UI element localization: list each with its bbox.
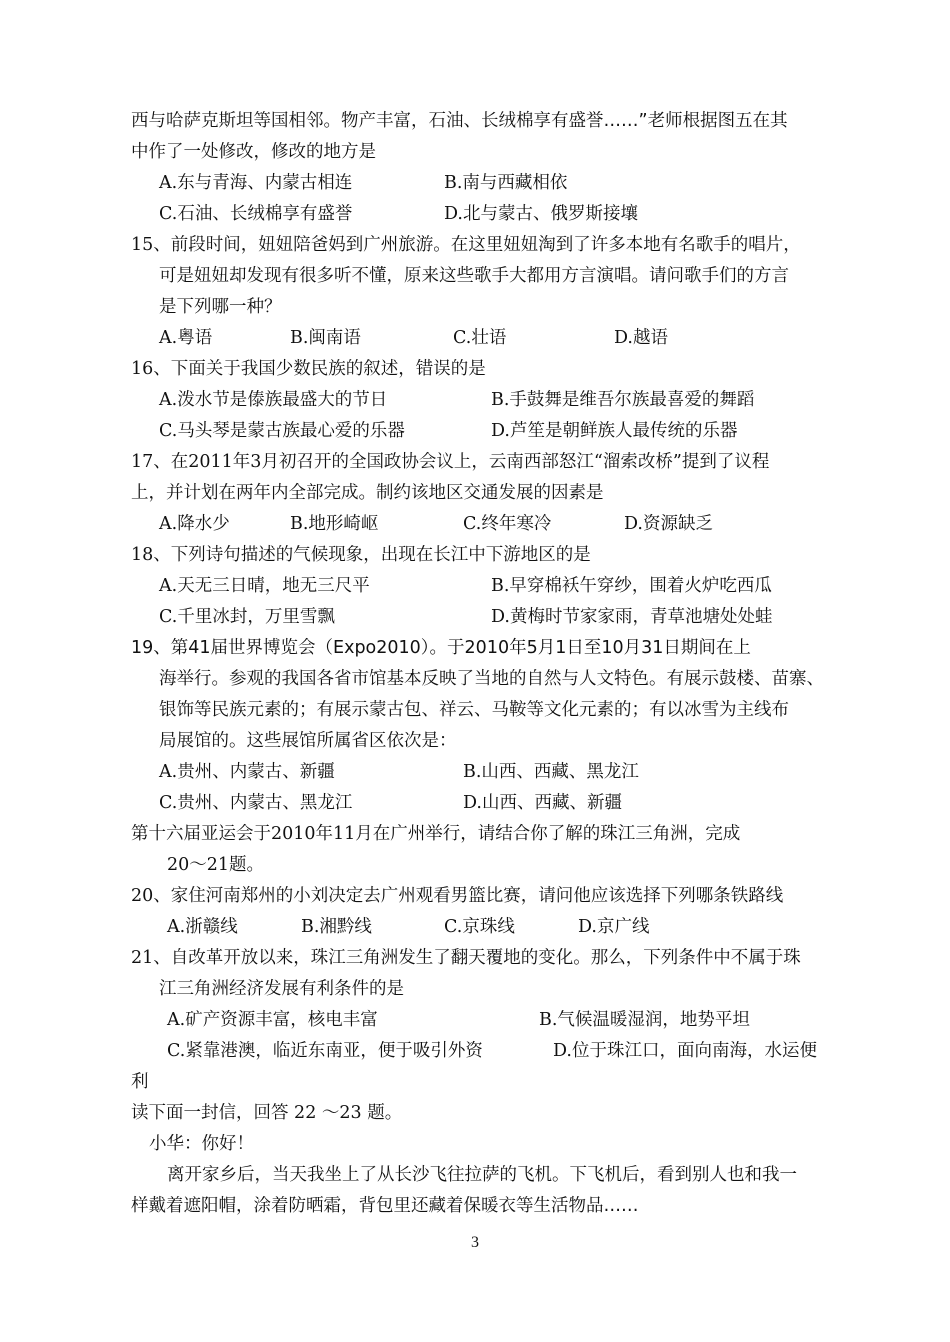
q17-option-d: D.资源缺乏 xyxy=(624,514,713,534)
q17-option-a: A.降水少 xyxy=(159,514,230,534)
q15-option-c: C.壮语 xyxy=(453,328,507,348)
q15-option-d: D.越语 xyxy=(614,328,668,348)
q19-line1: 19、第41届世界博览会（Expo2010）。于2010年5月1日至10月31日期间在上 xyxy=(131,638,751,658)
q19-line3: 银饰等民族元素的；有展示蒙古包、祥云、马鞍等文化元素的；有以冰雪为主线布 xyxy=(159,700,789,720)
q14-option-c: C.石油、长绒棉享有盛誉 xyxy=(159,204,353,224)
q20-option-b: B.湘黔线 xyxy=(301,917,372,937)
q18-option-b: B.早穿棉袄午穿纱，围着火炉吃西瓜 xyxy=(491,576,772,596)
q20-option-a: A.浙赣线 xyxy=(167,917,238,937)
letter-body-line2: 样戴着遮阳帽，涂着防晒霜，背包里还藏着保暖衣等生活物品…… xyxy=(131,1196,639,1216)
q17-line2: 上，并计划在两年内全部完成。制约该地区交通发展的因素是 xyxy=(131,483,604,503)
q21-option-d-continued: 利 xyxy=(131,1072,149,1092)
q20-option-d: D.京广线 xyxy=(578,917,650,937)
q21-line1: 21、自改革开放以来，珠江三角洲发生了翻天覆地的变化。那么，下列条件中不属于珠 xyxy=(131,948,801,968)
q21-option-d: D.位于珠江口，面向南海，水运便 xyxy=(553,1041,817,1061)
q14-option-d: D.北与蒙古、俄罗斯接壤 xyxy=(444,204,638,224)
q20-line1: 20、家住河南郑州的小刘决定去广州观看男篮比赛，请问他应该选择下列哪条铁路线 xyxy=(131,886,784,906)
q18-option-d: D.黄梅时节家家雨，青草池塘处处蛙 xyxy=(491,607,773,627)
q21-line2: 江三角洲经济发展有利条件的是 xyxy=(159,979,404,999)
q17-line1: 17、在2011年3月初召开的全国政协会议上，云南西部怒江“溜索改桥”提到了议程 xyxy=(131,452,770,472)
q19-line4-serif: 这些展馆所属省区依次是： xyxy=(246,731,457,751)
q20-option-c: C.京珠线 xyxy=(444,917,515,937)
q19-line4-sans: 局展馆的。 xyxy=(159,731,247,751)
q19-line4 xyxy=(159,729,457,753)
q15-line1: 15、前段时间，妞妞陪爸妈到广州旅游。在这里妞妞淘到了许多本地有名歌手的唱片， xyxy=(131,235,801,255)
q18-option-c: C.千里冰封，万里雪飘 xyxy=(159,607,335,627)
q21-option-b: B.气候温暖湿润，地势平坦 xyxy=(539,1010,750,1030)
letter-body-line1: 离开家乡后，当天我坐上了从长沙飞往拉萨的飞机。下飞机后，看到别人也和我一 xyxy=(167,1165,797,1185)
section-intro-line2: 20～21题。 xyxy=(167,855,265,875)
q14-line2: 中作了一处修改，修改的地方是 xyxy=(131,142,376,162)
q14-option-a: A.东与青海、内蒙古相连 xyxy=(159,173,353,193)
q19-option-b: B.山西、西藏、黑龙江 xyxy=(463,762,639,782)
letter-intro: 读下面一封信，回答 22 ～23 题。 xyxy=(131,1103,403,1123)
q16-line1: 16、下面关于我国少数民族的叙述，错误的是 xyxy=(131,359,486,379)
q14-line1: 西与哈萨克斯坦等国相邻。物产丰富，石油、长绒棉享有盛誉……”老师根据图五在其 xyxy=(131,111,788,131)
q19-line2: 海举行。参观的我国各省市馆基本反映了当地的自然与人文特色。有展示鼓楼、苗寨、 xyxy=(159,669,824,689)
q17-option-c: C.终年寒冷 xyxy=(463,514,552,534)
q17-option-b: B.地形崎岖 xyxy=(290,514,379,534)
q19-option-c: C.贵州、内蒙古、黑龙江 xyxy=(159,793,353,813)
q15-line2: 可是妞妞却发现有很多听不懂，原来这些歌手大都用方言演唱。请问歌手们的方言 xyxy=(159,266,789,286)
q16-option-a: A.泼水节是傣族最盛大的节日 xyxy=(159,390,388,410)
q18-option-a: A.天无三日晴，地无三尺平 xyxy=(159,576,370,596)
q14-option-b: B.南与西藏相依 xyxy=(444,173,568,193)
q16-option-d: D.芦笙是朝鲜族人最传统的乐器 xyxy=(491,421,738,441)
q21-option-a: A.矿产资源丰富，核电丰富 xyxy=(167,1010,378,1030)
page-number: 3 xyxy=(471,1234,479,1251)
section-intro-line1: 第十六届亚运会于2010年11月在广州举行，请结合你了解的珠江三角洲，完成 xyxy=(131,824,741,844)
q18-line1: 18、下列诗句描述的气候现象，出现在长江中下游地区的是 xyxy=(131,545,591,565)
q15-option-a: A.粤语 xyxy=(159,328,213,348)
q16-option-c: C.马头琴是蒙古族最心爱的乐器 xyxy=(159,421,405,441)
q15-line3: 是下列哪一种？ xyxy=(159,297,282,317)
q21-option-c: C.紧靠港澳，临近东南亚，便于吸引外资 xyxy=(167,1041,483,1061)
letter-greeting: 小华：你好！ xyxy=(149,1134,254,1154)
q19-option-a: A.贵州、内蒙古、新疆 xyxy=(159,762,335,782)
q15-option-b: B.闽南语 xyxy=(290,328,361,348)
q16-option-b: B.手鼓舞是维吾尔族最喜爱的舞蹈 xyxy=(491,390,755,410)
q19-option-d: D.山西、西藏、新疆 xyxy=(463,793,622,813)
